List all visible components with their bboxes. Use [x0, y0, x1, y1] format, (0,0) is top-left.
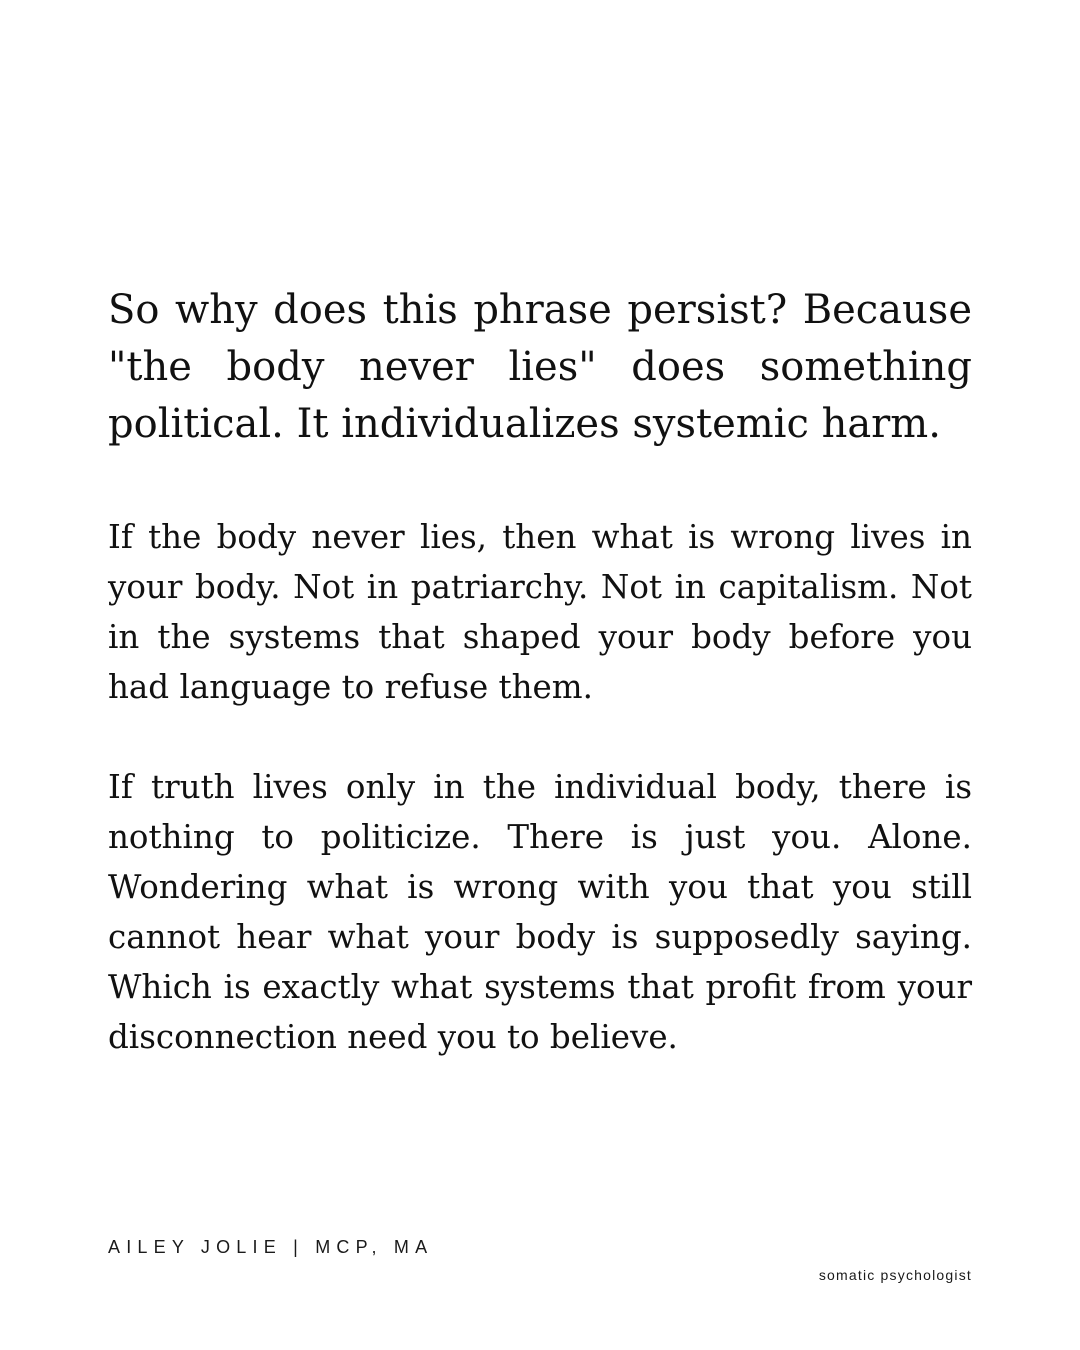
lead-statement: So why does this phrase persist? Because "the body never lies" does something political. It individualizes systemic harm.	[108, 287, 972, 447]
post-body	[108, 282, 972, 1062]
body-paragraph-1: If the body never lies, then what is wrong lives in your body. Not in patriarchy. Not in capitalism. Not in the systems that shaped your body before you had language to refuse them.	[108, 518, 972, 706]
body-paragraph-2: If truth lives only in the individual body, there is nothing to politicize. There is just you. Alone. Wondering what is wrong with you that you still cannot hear what your body is supposedly saying. Which is exactly what systems that profit from your disconnection need you to believe.	[108, 768, 972, 1056]
author-role: somatic psychologist	[818, 1267, 972, 1283]
author-signature: AILEY JOLIE | MCP, MA	[108, 1237, 434, 1257]
